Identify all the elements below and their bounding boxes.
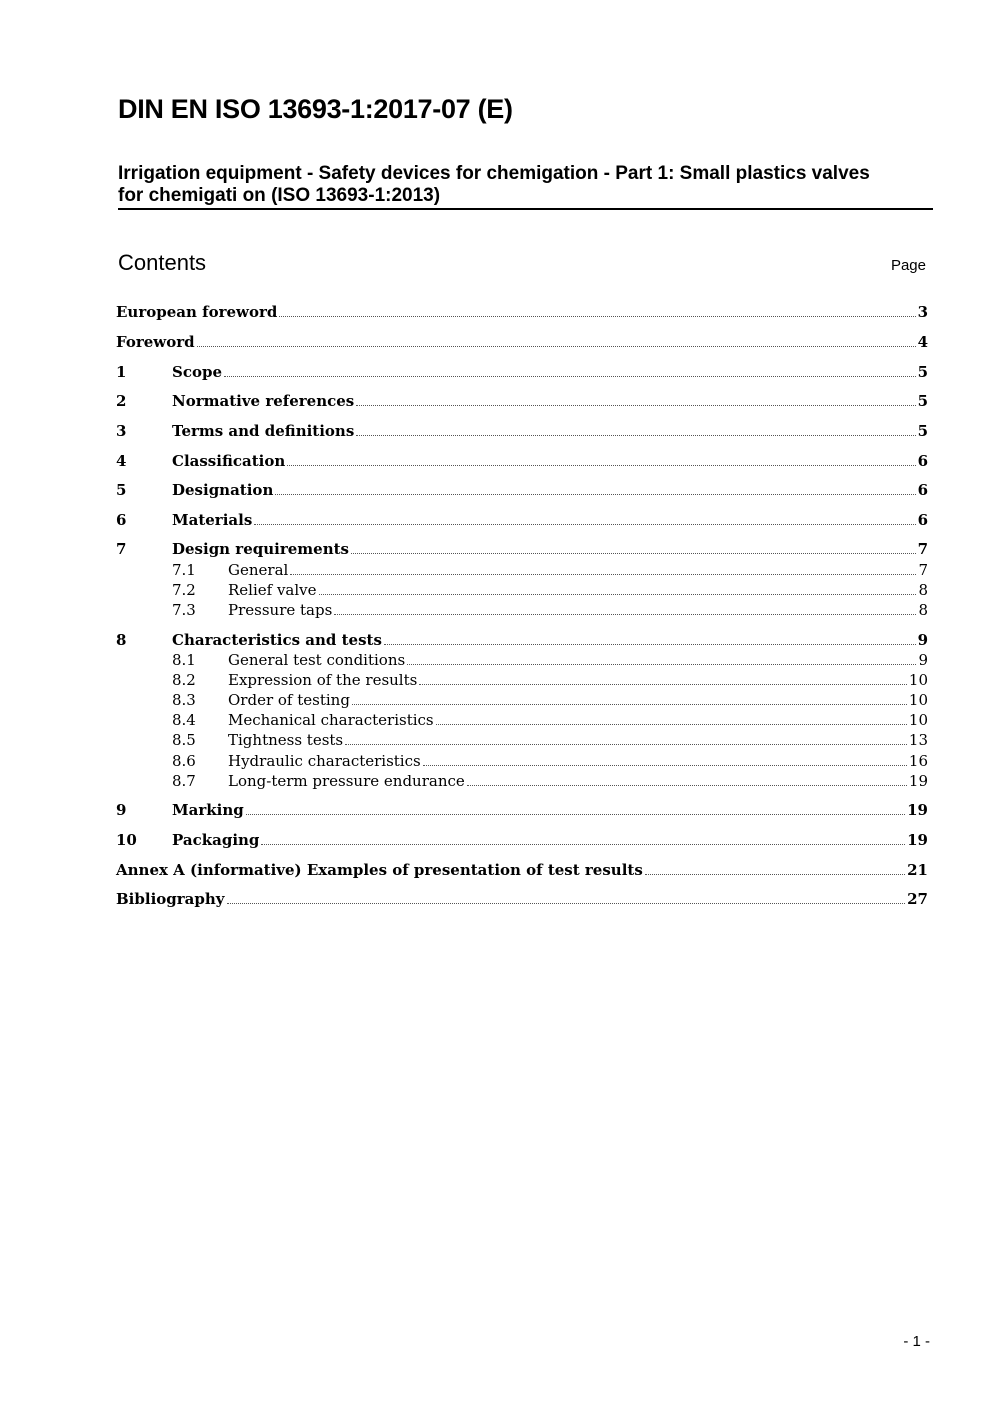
toc-entry-packaging[interactable]	[116, 830, 928, 850]
toc-entry-number: 3	[116, 422, 127, 440]
toc-entry-number: 1	[116, 363, 127, 381]
dot-leader	[261, 843, 905, 845]
dot-leader	[645, 873, 905, 875]
toc-entry-page: 9	[917, 631, 928, 649]
dot-leader	[436, 723, 907, 725]
toc-entry-page: 19	[907, 831, 928, 849]
toc-entry-page: 13	[908, 731, 928, 749]
toc-entry-number: 7.3	[172, 601, 196, 619]
toc-subentry-order-of-testing[interactable]	[116, 690, 928, 710]
toc-entry-label: Order of testing	[228, 691, 350, 709]
document-subtitle	[118, 163, 933, 210]
dot-leader	[356, 434, 915, 436]
dot-leader	[351, 552, 916, 554]
toc-entry-label: Mechanical characteristics	[228, 711, 434, 729]
toc-entry-label: Expression of the results	[228, 671, 418, 689]
toc-entry-number: 7.2	[172, 581, 196, 599]
dot-leader	[352, 703, 907, 705]
toc-entry-page: 8	[918, 601, 928, 619]
toc-entry-page: 5	[917, 422, 928, 440]
toc-entry-page: 21	[907, 861, 928, 879]
dot-leader	[290, 573, 916, 575]
toc-entry-number: 8.7	[172, 772, 196, 790]
toc-entry-materials[interactable]	[116, 510, 928, 530]
toc-entry-number: 7	[116, 540, 127, 558]
toc-entry-number: 10	[116, 831, 137, 849]
toc-entry-page: 27	[907, 890, 928, 908]
toc-entry-normative-references[interactable]	[116, 391, 928, 411]
contents-title: Contents	[118, 250, 207, 275]
toc-entry-label: Marking	[172, 801, 244, 819]
page-number: - 1 -	[903, 1333, 930, 1350]
dot-leader	[407, 663, 916, 665]
dot-leader	[227, 902, 906, 904]
toc-entry-label: Materials	[172, 511, 253, 529]
toc-entry-label: Scope	[172, 363, 223, 381]
dot-leader	[246, 813, 905, 815]
toc-entry-number: 9	[116, 801, 127, 819]
toc-entry-page: 6	[917, 481, 928, 499]
toc-entry-label: Terms and definitions	[172, 422, 355, 440]
toc-entry-page: 6	[917, 511, 928, 529]
toc-entry-page: 10	[908, 691, 928, 709]
toc-entry-label: Foreword	[116, 333, 195, 351]
dot-leader	[197, 345, 916, 347]
toc-entry-label: Characteristics and tests	[172, 631, 382, 649]
dot-leader	[467, 784, 907, 786]
toc-entry-classification[interactable]	[116, 451, 928, 471]
subtitle-line-2: for chemigati on (ISO 13693-1:2013)	[118, 185, 441, 206]
toc-entry-number: 7.1	[172, 561, 196, 579]
toc-entry-label: General	[228, 561, 289, 579]
toc-entry-label: Relief valve	[228, 581, 317, 599]
toc-entry-page: 19	[908, 772, 928, 790]
toc-entry-page: 4	[917, 333, 928, 351]
toc-entry-number: 5	[116, 481, 127, 499]
toc-entry-label: Annex A (informative) Examples of presentation of test results	[116, 861, 643, 879]
toc-entry-annex-a[interactable]	[116, 860, 928, 880]
toc-entry-design-requirements[interactable]	[116, 539, 928, 559]
toc-entry-page: 8	[918, 581, 928, 599]
toc-entry-number: 8	[116, 631, 127, 649]
toc-entry-number: 8.2	[172, 671, 196, 689]
toc-entry-label: Design requirements	[172, 540, 349, 558]
toc-entry-number: 4	[116, 452, 127, 470]
toc-entry-page: 7	[917, 540, 928, 558]
dot-leader	[275, 493, 915, 495]
toc-entry-characteristics-and-tests[interactable]	[116, 630, 928, 650]
toc-entry-label: Classification	[172, 452, 286, 470]
toc-subentry-long-term-pressure-endurance[interactable]	[116, 771, 928, 791]
toc-entry-label: Designation	[172, 481, 274, 499]
toc-entry-number: 8.3	[172, 691, 196, 709]
subtitle-line-1: Irrigation equipment - Safety devices for chemigation - Part 1: Small plastics valves	[118, 163, 870, 184]
toc-entry-label: European foreword	[116, 303, 278, 321]
toc-entry-label: Bibliography	[116, 890, 225, 908]
toc-subentry-general-test-conditions[interactable]	[116, 650, 928, 670]
toc-entry-page: 10	[908, 711, 928, 729]
toc-entry-number: 6	[116, 511, 127, 529]
toc-entry-label: General test conditions	[228, 651, 406, 669]
dot-leader	[419, 683, 907, 685]
toc-entry-label: Pressure taps	[228, 601, 333, 619]
toc-subentry-pressure-taps[interactable]	[116, 600, 928, 620]
dot-leader	[356, 404, 915, 406]
toc-subentry-hydraulic-characteristics[interactable]	[116, 751, 928, 771]
dot-leader	[287, 464, 915, 466]
toc-subentry-expression-of-results[interactable]	[116, 670, 928, 690]
toc-entry-label: Packaging	[172, 831, 260, 849]
toc-entry-number: 8.4	[172, 711, 196, 729]
toc-entry-page: 16	[908, 752, 928, 770]
toc-subentry-general[interactable]	[116, 560, 928, 580]
dot-leader	[423, 764, 907, 766]
toc-entry-marking[interactable]	[116, 800, 928, 820]
toc-entry-page: 3	[917, 303, 928, 321]
toc-entry-page: 19	[907, 801, 928, 819]
toc-entry-number: 8.6	[172, 752, 196, 770]
toc-entry-terms-and-definitions[interactable]	[116, 421, 928, 441]
dot-leader	[279, 315, 915, 317]
dot-leader	[254, 523, 915, 525]
toc-entry-label: Normative references	[172, 392, 355, 410]
toc-entry-page: 10	[908, 671, 928, 689]
dot-leader	[384, 643, 916, 645]
toc-entry-page: 9	[918, 651, 928, 669]
dot-leader	[319, 593, 917, 595]
toc-entry-label: Tightness tests	[228, 731, 344, 749]
toc-entry-label: Long-term pressure endurance	[228, 772, 465, 790]
toc-entry-label: Hydraulic characteristics	[228, 752, 421, 770]
toc-entry-page: 7	[918, 561, 928, 579]
toc-entry-european-foreword[interactable]	[116, 302, 928, 322]
dot-leader	[334, 613, 916, 615]
dot-leader	[224, 375, 916, 377]
toc-entry-number: 8.5	[172, 731, 196, 749]
toc-entry-page: 5	[917, 363, 928, 381]
toc-entry-bibliography[interactable]	[116, 889, 928, 909]
toc-entry-number: 8.1	[172, 651, 196, 669]
dot-leader	[345, 743, 907, 745]
toc-subentry-mechanical-characteristics[interactable]	[116, 710, 928, 730]
page-column-label: Page	[890, 257, 926, 274]
toc-subentry-tightness-tests[interactable]	[116, 730, 928, 750]
document-id: DIN EN ISO 13693-1:2017-07 (E)	[118, 94, 513, 124]
toc-entry-page: 5	[917, 392, 928, 410]
toc-entry-designation[interactable]	[116, 480, 928, 500]
toc-entry-scope[interactable]	[116, 362, 928, 382]
toc-entry-foreword[interactable]	[116, 332, 928, 352]
toc-subentry-relief-valve[interactable]	[116, 580, 928, 600]
toc-entry-page: 6	[917, 452, 928, 470]
toc-entry-number: 2	[116, 392, 127, 410]
